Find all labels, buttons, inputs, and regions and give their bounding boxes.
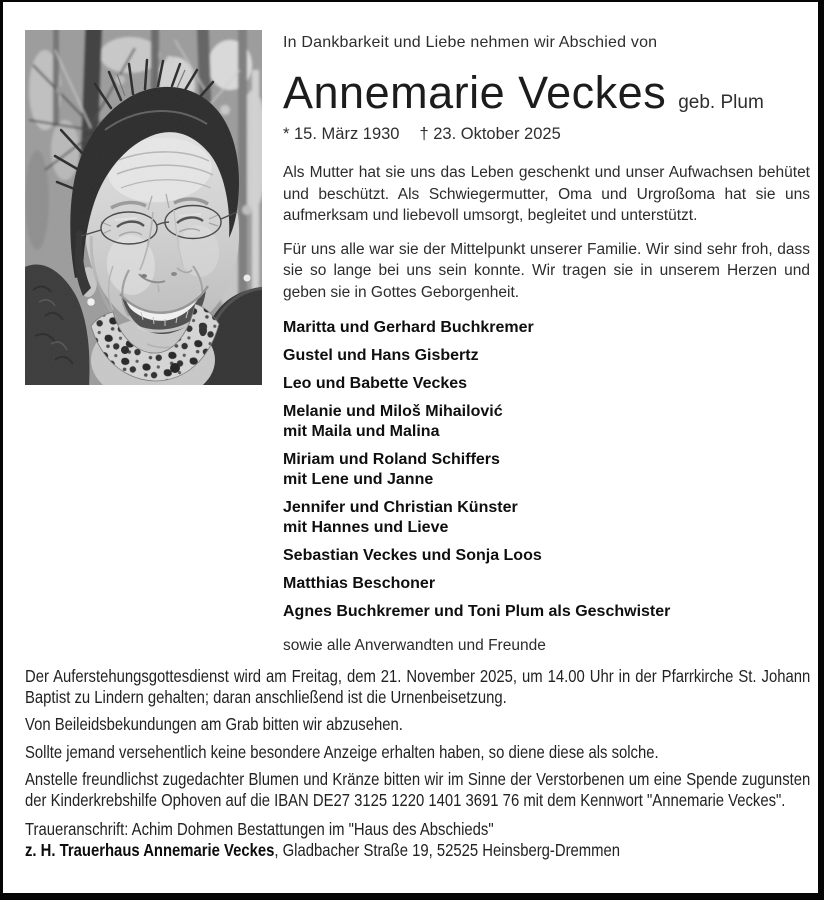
tribute-paragraphs: [283, 162, 810, 303]
birth-date: * 15. März 1930: [283, 125, 400, 143]
life-dates: [283, 125, 810, 144]
address-line-2-rest: , Gladbacher Straße 19, 52525 Heinsberg-Dremmen: [274, 839, 621, 860]
mourner-name-line: mit Maila und Malina: [283, 423, 440, 440]
service-info-paragraphs: [25, 666, 810, 810]
info-paragraph: Sollte jemand versehentlich keine besondere Anzeige erhalten haben, so diene diese als solche.: [25, 741, 659, 762]
info-paragraph: Von Beileidsbekundungen am Grab bitten wir abzusehen.: [25, 714, 403, 734]
mourner-entry: [283, 498, 810, 538]
address-line-2: [25, 840, 810, 861]
tribute-paragraph: Als Mutter hat sie uns das Leben geschenkt und unser Aufwachsen behütet und beschützt. Als Schwiegermutter, Oma und Urgroßoma hat sie uns aufmerksam und liebevoll umsorgt, begleitet und unterstützt.: [283, 164, 810, 224]
portrait-photo-illustration: [25, 30, 262, 385]
address-line-2-name: z. H. Trauerhaus Annemarie Veckes: [25, 839, 275, 860]
mourner-entry: [283, 374, 810, 394]
death-date: † 23. Oktober 2025: [419, 125, 561, 143]
deceased-name-row: [283, 67, 810, 118]
mourner-name-line: Melanie und Miloš Mihailović: [283, 403, 503, 420]
maiden-name: geb. Plum: [678, 92, 764, 113]
mourner-name-line: Sebastian Veckes und Sonja Loos: [283, 547, 542, 564]
intro-line: In Dankbarkeit und Liebe nehmen wir Abschied von: [283, 34, 658, 51]
service-info: [25, 666, 810, 860]
mourner-name-line: Maritta und Gerhard Buchkremer: [283, 319, 534, 336]
info-paragraph: Der Auferstehungsgottesdienst wird am Freitag, dem 21. November 2025, um 14.00 Uhr in der Pfarrkirche St. Johann Baptist zu Lindern gehalten; daran anschließend ist die Urnenbeisetzung.: [25, 666, 811, 707]
mourner-entry: [283, 346, 810, 366]
tribute-paragraph: Für uns alle war sie der Mittelpunkt unserer Familie. Wir sind sehr froh, dass sie so lange bei uns sein konnte. Wir tragen sie in unserem Herzen und geben sie in Gottes Geborgenheit.: [283, 240, 810, 301]
mourner-entry: [283, 574, 810, 594]
mourner-name-line: mit Hannes und Lieve: [283, 519, 449, 536]
mourner-entry: [283, 450, 810, 490]
mourner-entry: [283, 402, 810, 442]
mourner-name-line: Gustel und Hans Gisbertz: [283, 347, 479, 364]
mourner-entry: [283, 318, 810, 338]
mourner-name-line: Miriam und Roland Schiffers: [283, 451, 500, 468]
mourners-list: [283, 318, 810, 622]
mourner-name-line: mit Lene und Janne: [283, 471, 434, 488]
funeral-address: [25, 819, 810, 860]
info-paragraph: Anstelle freundlichst zugedachter Blumen und Kränze bitten wir im Sinne der Verstorbenen um eine Spende zugunsten der Kinderkrebshilfe Ophoven auf die IBAN DE27 3125 1220 1401 3691 76 mit dem Kennwort "Annemarie Veckes".: [25, 769, 811, 810]
mourners-suffix: sowie alle Anverwandten und Freunde: [283, 637, 546, 654]
mourner-name-line: Jennifer und Christian Künster: [283, 499, 518, 516]
deceased-name: Annemarie Veckes: [283, 67, 667, 118]
mourner-name-line: Agnes Buchkremer und Toni Plum als Geschwister: [283, 603, 671, 620]
photo-grain: [25, 30, 262, 385]
mourner-entry: [283, 602, 810, 622]
notice-text-column: [283, 28, 810, 671]
address-line-1: Traueranschrift: Achim Dohmen Bestattungen im "Haus des Abschieds": [25, 819, 494, 839]
mourner-name-line: Leo und Babette Veckes: [283, 375, 468, 392]
mourner-entry: [283, 546, 810, 566]
mourner-name-line: Matthias Beschoner: [283, 575, 436, 592]
portrait-photo: [25, 30, 262, 385]
